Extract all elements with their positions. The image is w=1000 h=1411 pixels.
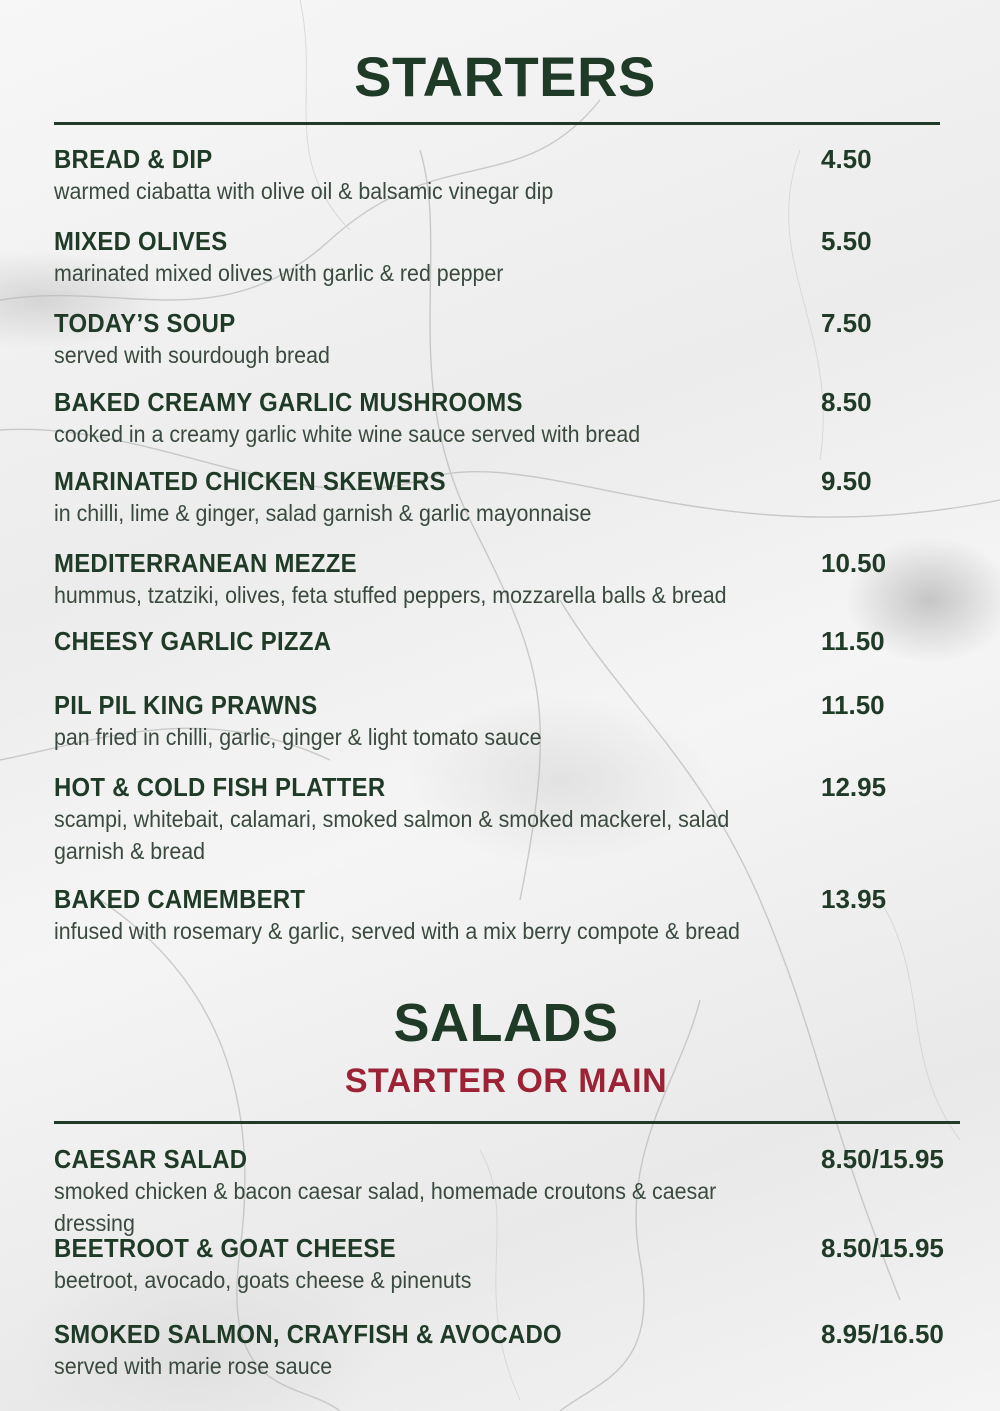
item-price: 8.50	[821, 387, 872, 417]
item-price: 12.95	[821, 772, 887, 802]
starters-heading: STARTERS	[354, 45, 656, 108]
menu-item-garlic-mushrooms	[54, 386, 954, 450]
menu-item-fish-platter	[54, 771, 954, 867]
salads-divider	[54, 1121, 960, 1124]
menu-item-baked-camembert	[54, 883, 954, 947]
menu-item-beetroot-goat-cheese	[54, 1232, 954, 1296]
item-name: MARINATED CHICKEN SKEWERS	[54, 466, 446, 496]
item-description: marinated mixed olives with garlic & red pepper	[54, 260, 504, 286]
menu-item-todays-soup	[54, 307, 954, 371]
item-price: 8.95/16.50	[821, 1319, 944, 1349]
menu-item-cheesy-garlic-pizza	[54, 625, 954, 657]
item-price: 4.50	[821, 144, 872, 174]
item-description: beetroot, avocado, goats cheese & pinenuts	[54, 1267, 472, 1293]
item-price: 11.50	[821, 626, 885, 656]
item-description: pan fried in chilli, garlic, ginger & light tomato sauce	[54, 724, 542, 750]
item-description: served with sourdough bread	[54, 342, 330, 368]
item-description: infused with rosemary & garlic, served with a mix berry compote & bread	[54, 918, 740, 944]
menu-item-smoked-salmon-crayfish	[54, 1318, 954, 1382]
salads-subheading: STARTER OR MAIN	[344, 1062, 668, 1100]
item-price: 9.50	[821, 466, 872, 496]
item-price: 10.50	[821, 548, 887, 578]
item-name: BAKED CREAMY GARLIC MUSHROOMS	[54, 387, 523, 417]
menu-item-pil-pil-prawns	[54, 689, 954, 753]
item-price: 5.50	[821, 226, 872, 256]
item-description: in chilli, lime & ginger, salad garnish & garlic mayonnaise	[54, 500, 592, 526]
item-name: HOT & COLD FISH PLATTER	[54, 772, 386, 802]
item-price: 8.50/15.95	[821, 1233, 944, 1263]
item-name: BREAD & DIP	[54, 144, 213, 174]
item-description: scampi, whitebait, calamari, smoked salmon & smoked mackerel, salad garnish & bread	[54, 806, 730, 864]
item-price: 11.50	[821, 690, 885, 720]
item-price: 8.50/15.95	[821, 1144, 944, 1174]
item-name: CHEESY GARLIC PIZZA	[54, 626, 332, 656]
item-name: BAKED CAMEMBERT	[54, 884, 306, 914]
menu-item-mixed-olives	[54, 225, 954, 289]
item-price: 7.50	[821, 308, 872, 338]
item-name: MIXED OLIVES	[54, 226, 228, 256]
item-description: warmed ciabatta with olive oil & balsamic vinegar dip	[54, 178, 554, 204]
menu-item-chicken-skewers	[54, 465, 954, 529]
item-name: SMOKED SALMON, CRAYFISH & AVOCADO	[54, 1319, 562, 1349]
item-description: hummus, tzatziki, olives, feta stuffed peppers, mozzarella balls & bread	[54, 582, 727, 608]
item-name: CAESAR SALAD	[54, 1144, 248, 1174]
starters-divider	[54, 122, 940, 125]
menu-item-bread-dip	[54, 143, 954, 207]
item-price: 13.95	[821, 884, 887, 914]
item-description: served with marie rose sauce	[54, 1353, 333, 1379]
item-description: cooked in a creamy garlic white wine sauce served with bread	[54, 421, 641, 447]
item-name: BEETROOT & GOAT CHEESE	[54, 1233, 396, 1263]
item-name: MEDITERRANEAN MEZZE	[54, 548, 357, 578]
item-name: PIL PIL KING PRAWNS	[54, 690, 318, 720]
menu-item-mediterranean-mezze	[54, 547, 954, 611]
salads-heading: SALADS	[393, 993, 619, 1053]
menu-item-caesar-salad	[54, 1143, 954, 1239]
item-name: TODAY’S SOUP	[54, 308, 236, 338]
item-description: smoked chicken & bacon caesar salad, homemade croutons & caesar dressing	[54, 1178, 717, 1236]
